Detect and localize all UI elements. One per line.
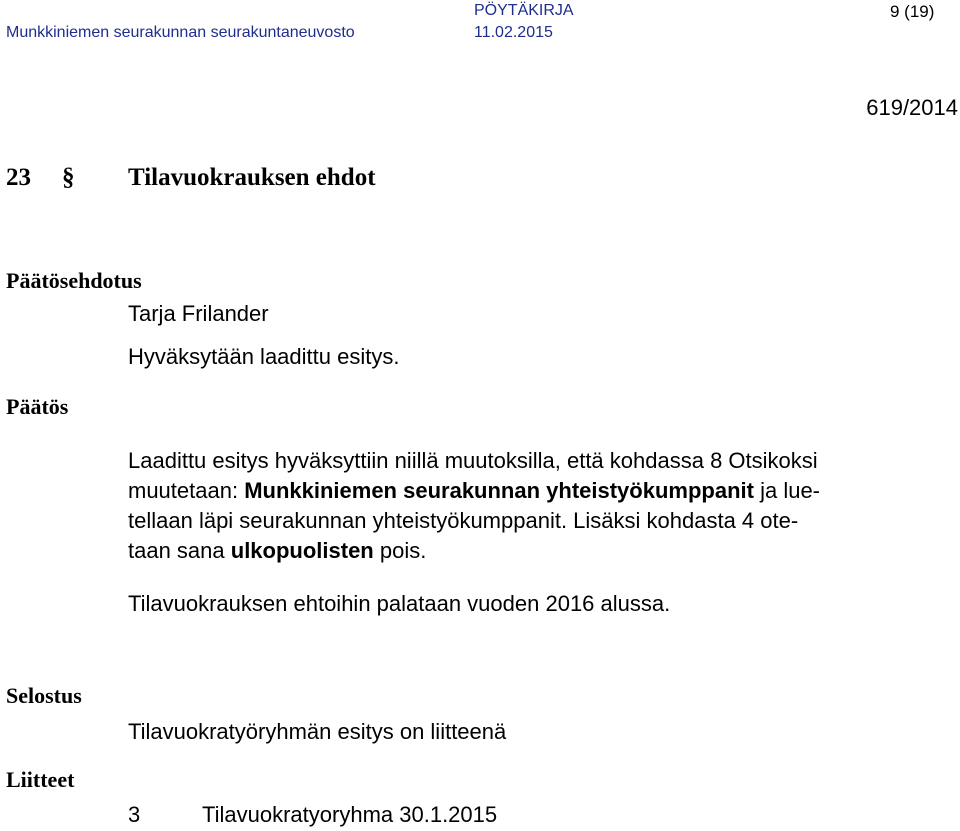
decision-line (128, 506, 954, 536)
section-number: 23 (6, 164, 31, 191)
decision-label: Päätös (6, 394, 69, 419)
decision-text: tellaan läpi seurakunnan yhteistyökumppanit. Lisäksi kohdasta 4 ote- (128, 508, 799, 533)
decision-text: taan sana (128, 538, 231, 563)
section-title: Tilavuokrauksen ehdot (128, 164, 376, 191)
decision-text: Laadittu esitys hyväksyttiin niillä muutoksilla, että kohdassa 8 Otsikoksi (128, 448, 818, 473)
proposal-presenter: Tarja Frilander (128, 301, 269, 326)
proposal-label: Päätösehdotus (6, 268, 142, 293)
header-document-type: PÖYTÄKIRJA (474, 2, 574, 19)
decision-followup: Tilavuokrauksen ehtoihin palataan vuoden 2016 alussa. (128, 591, 671, 616)
decision-line (128, 536, 954, 566)
proposal-text: Hyväksytään laadittu esitys. (128, 344, 400, 369)
decision-line (128, 446, 954, 476)
attachment-number: 3 (128, 802, 141, 827)
decision-line (128, 476, 954, 506)
decision-text: ja lue- (753, 478, 821, 503)
decision-text: muutetaan: (128, 478, 245, 503)
header-organization: Munkkiniemen seurakunnan seurakuntaneuvosto (6, 24, 355, 41)
attachment-name: Tilavuokratyoryhma 30.1.2015 (202, 802, 498, 827)
attachment-item (128, 800, 497, 830)
decision-removed-word: ulkopuolisten (230, 538, 374, 563)
section-heading (6, 164, 376, 192)
description-label: Selostus (6, 683, 82, 708)
decision-new-heading: Munkkiniemen seurakunnan yhteistyökumppanit (244, 478, 754, 503)
decision-text: pois. (373, 538, 427, 563)
decision-paragraph (128, 446, 954, 566)
description-text: Tilavuokratyöryhmän esitys on liitteenä (128, 719, 507, 744)
case-number: 619/2014 (866, 95, 958, 120)
header-date: 11.02.2015 (474, 24, 553, 41)
section-sign: § (62, 164, 75, 191)
header-page-number: 9 (19) (890, 2, 935, 21)
attachments-label: Liitteet (6, 767, 75, 792)
